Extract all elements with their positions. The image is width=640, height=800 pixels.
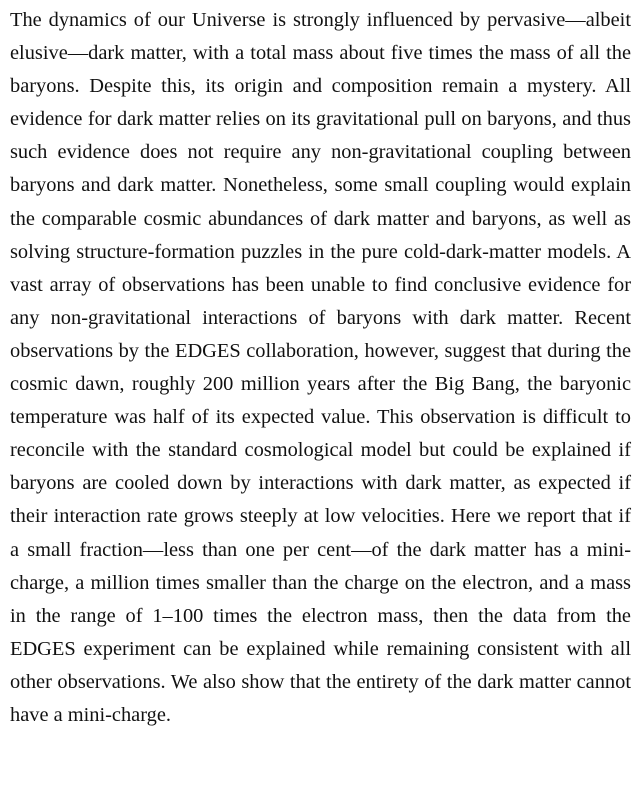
- abstract-paragraph: The dynamics of our Universe is strongly influenced by pervasive—albeit elusive—dark matter, with a total mass about five times the mass of all the baryons. Despite this, its origin and composition remain a mystery. All evidence for dark matter relies on its gravitational pull on baryons, and thus such evidence does not require any non-gravitational coupling between baryons and dark matter. Nonetheless, some small coupling would explain the comparable cosmic abundances of dark matter and baryons, as well as solving structure-formation puzzles in the pure cold-dark-matter models. A vast array of observations has been unable to find conclusive evidence for any non-gravitational interactions of baryons with dark matter. Recent observations by the EDGES collaboration, however, suggest that during the cosmic dawn, roughly 200 million years after the Big Bang, the baryonic temperature was half of its expected value. This observation is difficult to reconcile with the standard cosmological model but could be explained if baryons are cooled down by interactions with dark matter, as expected if their interaction rate grows steeply at low velocities. Here we report that if a small fraction—less than one per cent—of the dark matter has a mini-charge, a million times smaller than the charge on the electron, and a mass in the range of 1–100 times the electron mass, then the data from the EDGES experiment can be explained while remaining consistent with all other observations. We also show that the entirety of the dark matter cannot have a mini-charge.: [10, 9, 631, 726]
